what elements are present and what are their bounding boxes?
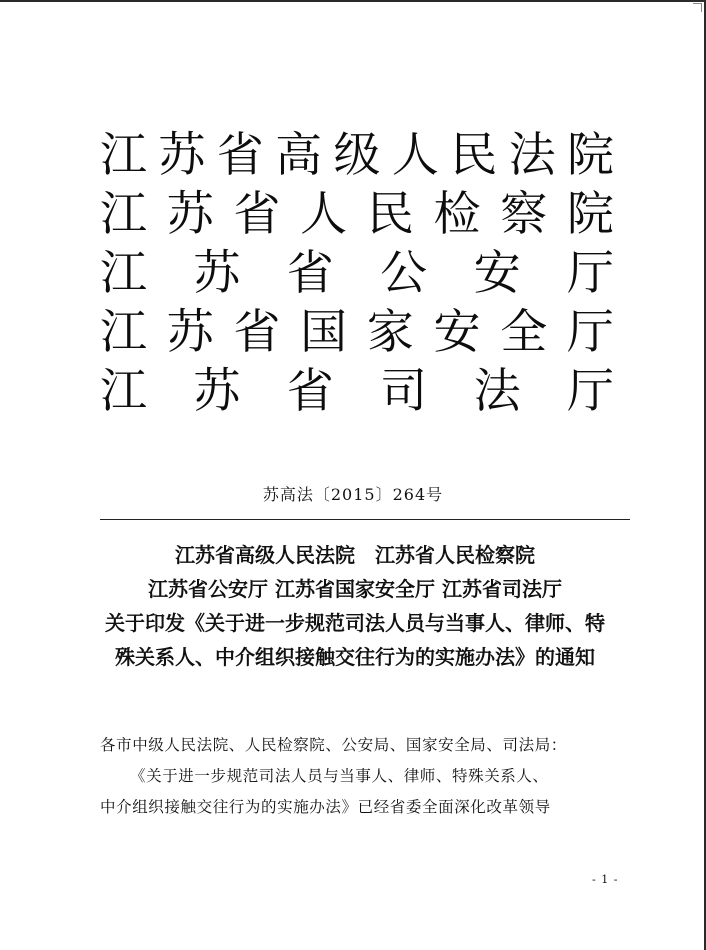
title-line-2: 江苏省公安厅 江苏省国家安全厅 江苏省司法厅 — [148, 577, 562, 601]
issuer-char: 厅 — [566, 305, 614, 360]
issuer-char: 省 — [286, 246, 334, 301]
issuer-char: 苏 — [193, 364, 241, 419]
issuer-line-1 — [100, 126, 614, 185]
issuer-line-3 — [100, 244, 614, 303]
issuer-char: 厅 — [566, 364, 614, 419]
page-top-border — [0, 0, 706, 2]
issuer-char: 公 — [380, 246, 428, 301]
addressee-line: 各市中级人民法院、人民检察院、公安局、国家安全局、司法局： — [100, 736, 567, 754]
issuer-char: 院 — [567, 128, 614, 183]
issuer-char: 省 — [286, 364, 334, 419]
issuer-char: 苏 — [193, 246, 241, 301]
issuer-char: 江 — [100, 305, 147, 360]
title-line-4: 殊关系人、中介组织接触交往行为的实施办法》的通知 — [115, 645, 595, 669]
body-paragraph-line-1: 《关于进一步规范司法人员与当事人、律师、特殊关系人、 — [130, 767, 549, 785]
issuer-char: 法 — [473, 364, 521, 419]
issuer-char: 法 — [508, 128, 556, 183]
issuer-char: 安 — [433, 305, 481, 360]
issuer-char: 苏 — [166, 187, 214, 242]
issuer-char: 人 — [300, 187, 348, 242]
issuer-char: 省 — [216, 128, 264, 183]
body-text — [100, 730, 630, 823]
issuer-char: 江 — [100, 364, 147, 419]
issuer-char: 厅 — [566, 246, 614, 301]
issuer-char: 级 — [333, 128, 381, 183]
document-number: 苏高法〔2015〕264号 — [262, 485, 444, 504]
corner-mark — [693, 3, 702, 12]
issuer-char: 苏 — [166, 305, 214, 360]
title-line-1: 江苏省高级人民法院 江苏省人民检察院 — [175, 543, 535, 567]
issuer-char: 检 — [433, 187, 481, 242]
page-number: - 1 - — [592, 873, 619, 886]
issuer-char: 江 — [100, 187, 147, 242]
issuer-char: 省 — [233, 305, 281, 360]
issuer-char: 全 — [500, 305, 548, 360]
issuer-char: 省 — [233, 187, 281, 242]
issuer-char: 安 — [473, 246, 521, 301]
issuer-char: 院 — [566, 187, 614, 242]
issuer-char: 苏 — [158, 128, 206, 183]
issuer-char: 察 — [500, 187, 548, 242]
notice-title — [60, 538, 650, 674]
issuer-line-4 — [100, 303, 614, 362]
issuer-char: 江 — [100, 246, 147, 301]
issuer-char: 江 — [100, 128, 147, 183]
header-divider — [100, 519, 630, 520]
issuer-header — [100, 126, 614, 421]
issuer-char: 民 — [366, 187, 414, 242]
issuer-char: 民 — [450, 128, 498, 183]
issuer-line-5 — [100, 362, 614, 421]
issuer-char: 高 — [275, 128, 323, 183]
issuer-char: 人 — [391, 128, 439, 183]
issuer-char: 司 — [380, 364, 428, 419]
title-line-3: 关于印发《关于进一步规范司法人员与当事人、律师、特 — [105, 611, 605, 635]
issuer-char: 国 — [300, 305, 348, 360]
issuer-line-2 — [100, 185, 614, 244]
issuer-char: 家 — [366, 305, 414, 360]
body-paragraph-line-2: 中介组织接触交往行为的实施办法》已经省委全面深化改革领导 — [100, 798, 551, 816]
